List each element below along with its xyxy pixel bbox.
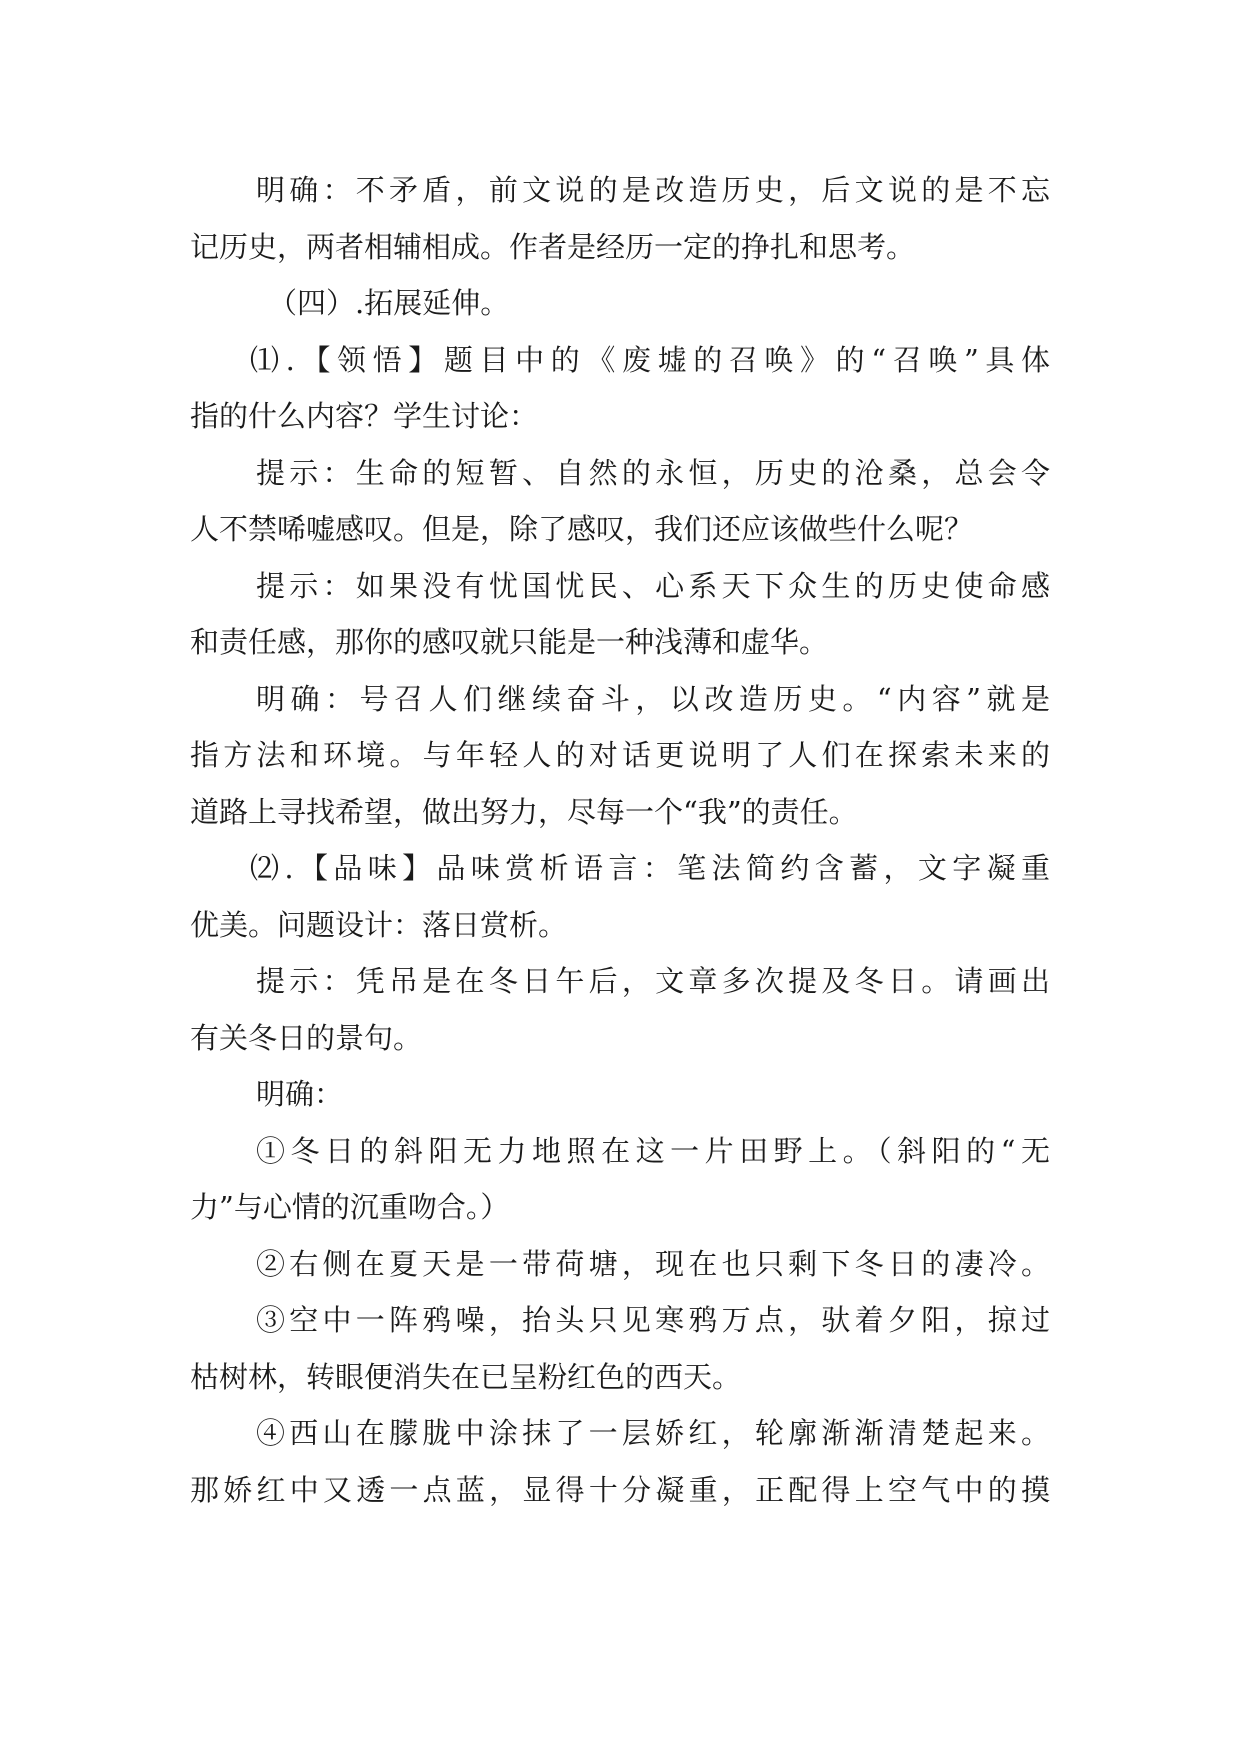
paragraph-line: 提示：如果没有忧国忧民、心系天下众生的历史使命感 — [256, 569, 1050, 603]
list-item-line: ③空中一阵鸦噪，抬头只见寒鸦万点，驮着夕阳，掠过 — [256, 1303, 1050, 1337]
paragraph-line: 和责任感，那你的感叹就只能是一种浅薄和虚华。 — [190, 625, 829, 659]
section-heading: （四）.拓展延伸。 — [268, 286, 510, 320]
paragraph-line: 明确： — [256, 1077, 344, 1111]
list-item-line: 那娇红中又透一点蓝，显得十分凝重，正配得上空气中的摸 — [190, 1473, 1050, 1507]
question-line: ⑵.【品味】品味赏析语言：笔法简约含蓄，文字凝重 — [250, 851, 1050, 885]
paragraph-line: 提示：凭吊是在冬日午后，文章多次提及冬日。请画出 — [256, 964, 1050, 998]
list-item-line: ④西山在朦胧中涂抹了一层娇红，轮廓渐渐清楚起来。 — [256, 1416, 1050, 1450]
list-item-line: ①冬日的斜阳无力地照在这一片田野上。（斜阳的“无 — [256, 1134, 1050, 1168]
paragraph-line: 道路上寻找希望，做出努力，尽每一个“我”的责任。 — [190, 795, 858, 829]
paragraph-line: 指的什么内容？学生讨论： — [190, 399, 539, 433]
paragraph-line: 人不禁唏嘘感叹。但是，除了感叹，我们还应该做些什么呢？ — [190, 512, 974, 546]
paragraph-line: 有关冬日的景句。 — [190, 1021, 423, 1055]
paragraph-line: 指方法和环境。与年轻人的对话更说明了人们在探索未来的 — [190, 738, 1050, 772]
paragraph-line: 优美。问题设计：落日赏析。 — [190, 908, 568, 942]
paragraph-line: 明确：不矛盾，前文说的是改造历史，后文说的是不忘 — [256, 173, 1050, 207]
paragraph-line: 记历史，两者相辅相成。作者是经历一定的挣扎和思考。 — [190, 230, 916, 264]
list-item-line: 力”与心情的沉重吻合。） — [190, 1190, 510, 1224]
list-item-line: 枯树林，转眼便消失在已呈粉红色的西天。 — [190, 1360, 742, 1394]
question-line: ⑴.【领悟】题目中的《废墟的召唤》的“召唤”具体 — [250, 343, 1050, 377]
paragraph-line: 提示：生命的短暂、自然的永恒，历史的沧桑，总会令 — [256, 456, 1050, 490]
list-item-line: ②右侧在夏天是一带荷塘，现在也只剩下冬日的凄冷。 — [256, 1247, 1050, 1281]
paragraph-line: 明确：号召人们继续奋斗，以改造历史。“内容”就是 — [256, 682, 1050, 716]
